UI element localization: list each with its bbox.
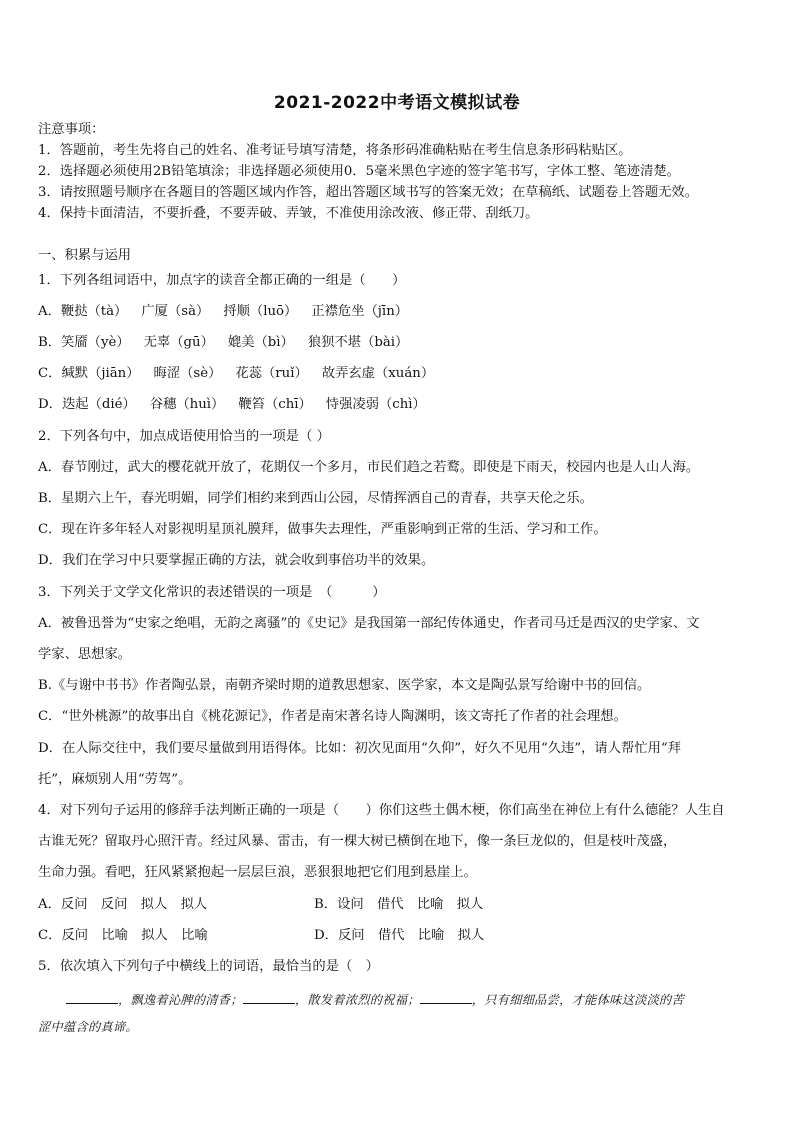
question-3-option-b: B.《与谢中书书》作者陶弘景，南朝齐梁时期的道教思想家、医学家，本文是陶弘景写给谢中书的回信。 bbox=[38, 678, 651, 693]
question-1-option-c bbox=[38, 365, 434, 383]
option-part: 捋顺（luō） bbox=[223, 304, 298, 319]
fill-blank-1[interactable] bbox=[66, 991, 118, 1004]
question-4-option-a: A．反问 反问 拟人 拟人 bbox=[38, 897, 208, 912]
question-4-option-b: B．设问 借代 比喻 拟人 bbox=[314, 897, 484, 912]
question-3-option-a-cont: 学家、思想家。 bbox=[38, 647, 132, 662]
question-3-option-d-cont: 托”，麻烦别人用“劳驾”。 bbox=[38, 772, 192, 787]
question-3-option-c: C．“世外桃源”的故事出自《桃花源记》，作者是南宋著名诗人陶渊明，该文寄托了作者的社会理想。 bbox=[38, 709, 627, 724]
question-1-option-a bbox=[38, 303, 408, 321]
option-part: B．笑靥（yè） bbox=[38, 335, 130, 350]
question-4-line-2: 古谁无死？留取丹心照汗青。经过风暴、雷击，有一棵大树已横倒在地下，像一条巨龙似的，但是枝叶茂盛， bbox=[38, 834, 677, 849]
option-part: 恃强凌弱（chì） bbox=[325, 397, 426, 412]
question-2-option-b: B．星期六上午，春光明媚，同学们相约来到西山公园，尽情挥洒自己的青春，共享天伦之乐。 bbox=[38, 491, 593, 506]
question-2-option-c: C．现在许多年轻人对影视明星顶礼膜拜，做事失去理性，严重影响到正常的生活、学习和工作。 bbox=[38, 522, 607, 537]
question-4-option-c: C．反问 比喻 拟人 比喻 bbox=[38, 928, 208, 943]
notice-item-3: 3．请按照题号顺序在各题目的答题区域内作答，超出答题区域书写的答案无效；在草稿纸、试题卷上答题无效。 bbox=[38, 185, 699, 200]
option-part: 故弄玄虚（xuán） bbox=[321, 366, 435, 381]
question-3-option-a: A．被鲁迅誉为“史家之绝唱，无韵之离骚”的《史记》是我国第一部纪传体通史，作者司马迁是西汉的史学家、文 bbox=[38, 616, 700, 631]
question-2-stem: 2．下列各句中，加点成语使用恰当的一项是（ ） bbox=[38, 429, 330, 444]
option-part: 媲美（bì） bbox=[227, 335, 294, 350]
question-5-passage-line-1 bbox=[66, 991, 684, 1009]
option-part: 狼狈不堪（bài） bbox=[307, 335, 409, 350]
passage-text: ，只有细细品尝，才能体味这淡淡的苦 bbox=[471, 993, 685, 1007]
question-2-option-a: A．春节刚过，武大的樱花就开放了，花期仅一个多月，市民们趋之若鹜。即使是下雨天，校园内也是人山人海。 bbox=[38, 460, 700, 475]
question-4-option-d: D．反问 借代 比喻 拟人 bbox=[314, 928, 485, 943]
question-1-option-b bbox=[38, 334, 408, 352]
option-part: 鞭笞（chī） bbox=[238, 397, 312, 412]
notice-item-1: 1．答题前，考生先将自己的姓名、准考证号填写清楚，将条形码准确粘贴在考生信息条形码粘贴区。 bbox=[38, 143, 632, 158]
question-2-option-d: D．我们在学习中只要掌握正确的方法，就会收到事倍功半的效果。 bbox=[38, 553, 435, 568]
question-1-stem: 1．下列各组词语中，加点字的读音全都正确的一组是（ ） bbox=[38, 273, 406, 288]
question-3-stem: 3．下列关于文学文化常识的表述错误的一项是 （ ） bbox=[38, 585, 386, 600]
question-3-option-d: D．在人际交往中，我们要尽量做到用语得体。比如：初次见面用“久仰”，好久不见用“久违”，请人帮忙用“拜 bbox=[38, 741, 682, 756]
option-part: A．鞭挞（tà） bbox=[38, 304, 128, 319]
fill-blank-3[interactable] bbox=[420, 991, 472, 1004]
question-4-line-3: 生命力强。看吧，狂风紧紧抱起一层层巨浪，恶狠狠地把它们甩到悬崖上。 bbox=[38, 865, 477, 880]
option-part: 谷穗（huì） bbox=[149, 397, 225, 412]
passage-text: ，飘逸着沁脾的清香； bbox=[118, 993, 243, 1007]
question-4-line-1: 4．对下列句子运用的修辞手法判断正确的一项是（ ）你们这些土偶木梗，你们高坐在神位上有什么德能？人生自 bbox=[38, 803, 725, 818]
question-5-passage-line-2: 涩中蕴含的真谛。 bbox=[38, 1020, 138, 1034]
fill-blank-2[interactable] bbox=[243, 991, 295, 1004]
option-part: 正襟危坐（jīn） bbox=[311, 304, 409, 319]
notice-item-4: 4．保持卡面清洁，不要折叠，不要弄破、弄皱，不准使用涂改液、修正带、刮纸刀。 bbox=[38, 206, 539, 221]
page-title: 2021-2022中考语文模拟试卷 bbox=[273, 93, 521, 113]
option-part: C．缄默（jiān） bbox=[38, 366, 140, 381]
section-heading: 一、积累与运用 bbox=[38, 248, 132, 263]
passage-text: ，散发着浓烈的祝福； bbox=[294, 993, 420, 1007]
question-5-stem: 5．依次填入下列句子中横线上的词语，最恰当的是（ ） bbox=[38, 959, 379, 974]
option-part: 广厦（sà） bbox=[141, 304, 210, 319]
notice-heading: 注意事项： bbox=[38, 122, 105, 137]
option-part: 无辜（gū） bbox=[143, 335, 214, 350]
notice-item-2: 2．选择题必须使用2B铅笔填涂；非选择题必须使用0．5毫米黑色字迹的签字笔书写，字体工整、笔迹清楚。 bbox=[38, 164, 680, 179]
option-part: D．迭起（dié） bbox=[38, 397, 136, 412]
question-1-option-d bbox=[38, 396, 426, 414]
option-part: 晦涩（sè） bbox=[153, 366, 222, 381]
option-part: 花蕊（ruǐ） bbox=[235, 366, 308, 381]
